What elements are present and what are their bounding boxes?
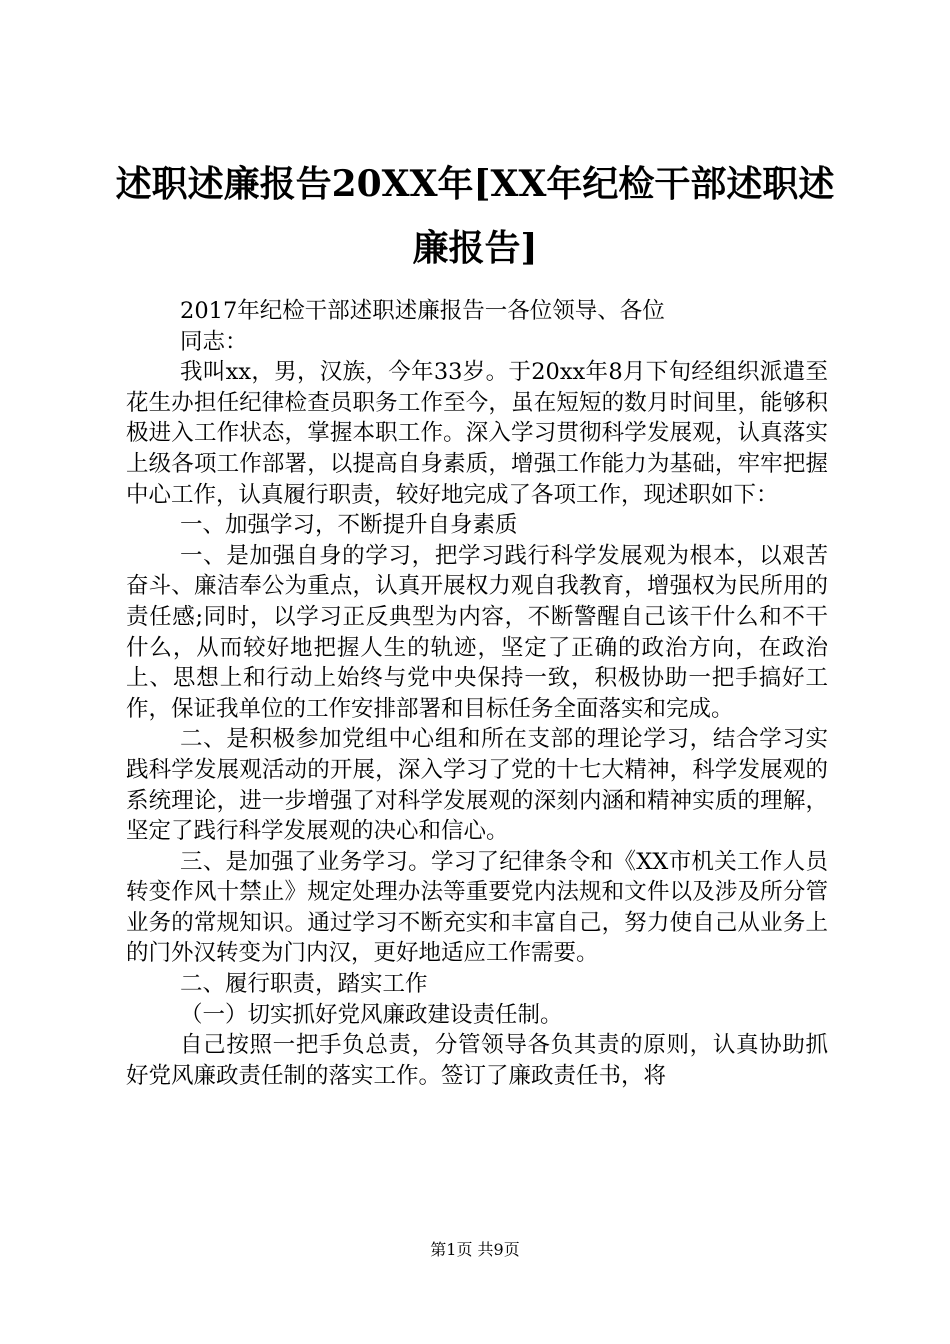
paragraph-self-introduction: 我叫xx，男，汉族，今年33岁。于20xx年8月下旬经组织派遣至花生办担任纪律检查员职务工作至今，虽在短短的数月时间里，能够积极进入工作状态，掌握本职工作。深入学习贯彻科学发展观，认真落实上级各项工作部署，以提高自身素质，增强工作能力为基础，牢牢把握中心工作，认真履行职责，较好地完成了各项工作，现述职如下： (126, 359, 828, 508)
paragraph-intro-heading: 2017年纪检干部述职述廉报告一各位领导、各位 (180, 298, 665, 324)
paragraph-study-point-3: 三、是加强了业务学习。学习了纪律条令和《XX市机关工作人员转变作风十禁止》规定处理办法等重要党内法规和文件以及涉及所分管业务的常规知识。通过学习不断充实和丰富自己，努力使自己从业务上的门外汉转变为门内汉，更好地适应工作需要。 (126, 848, 828, 967)
page-footer: 第1页 共9页 (430, 1240, 520, 1259)
section-heading-duties: 二、履行职责，踏实工作 (180, 971, 428, 998)
section-heading-study: 一、加强学习，不断提升自身素质 (180, 512, 518, 539)
paragraph-study-point-1: 一、是加强自身的学习，把学习践行科学发展观为根本，以艰苦奋斗、廉洁奉公为重点，认真开展权力观自我教育，增强权为民所用的责任感;同时，以学习正反典型为内容，不断警醒自己该干什么和不干什么，从而较好地把握人生的轨迹，坚定了正确的政治方向，在政治上、思想上和行动上始终与党中央保持一致，积极协助一把手搞好工作，保证我单位的工作安排部署和目标任务全面落实和完成。 (126, 542, 828, 722)
document-body (126, 296, 828, 1091)
paragraph-salutation: 同志： (180, 328, 248, 355)
paragraph-study-point-2: 二、是积极参加党组中心组和所在支部的理论学习，结合学习实践科学发展观活动的开展，深入学习了党的十七大精神，科学发展观的系统理论，进一步增强了对科学发展观的深刻内涵和精神实质的理解，坚定了践行科学发展观的决心和信心。 (126, 726, 828, 845)
document-title: 述职述廉报告20XX年[XX年纪检干部述职述廉报告] (115, 163, 835, 269)
subsection-heading-responsibility: （一）切实抓好党风廉政建设责任制。 (180, 1001, 563, 1028)
paragraph-responsibility: 自己按照一把手负总责，分管领导各负其责的原则，认真协助抓好党风廉政责任制的落实工作。签订了廉政责任书，将 (126, 1032, 828, 1089)
